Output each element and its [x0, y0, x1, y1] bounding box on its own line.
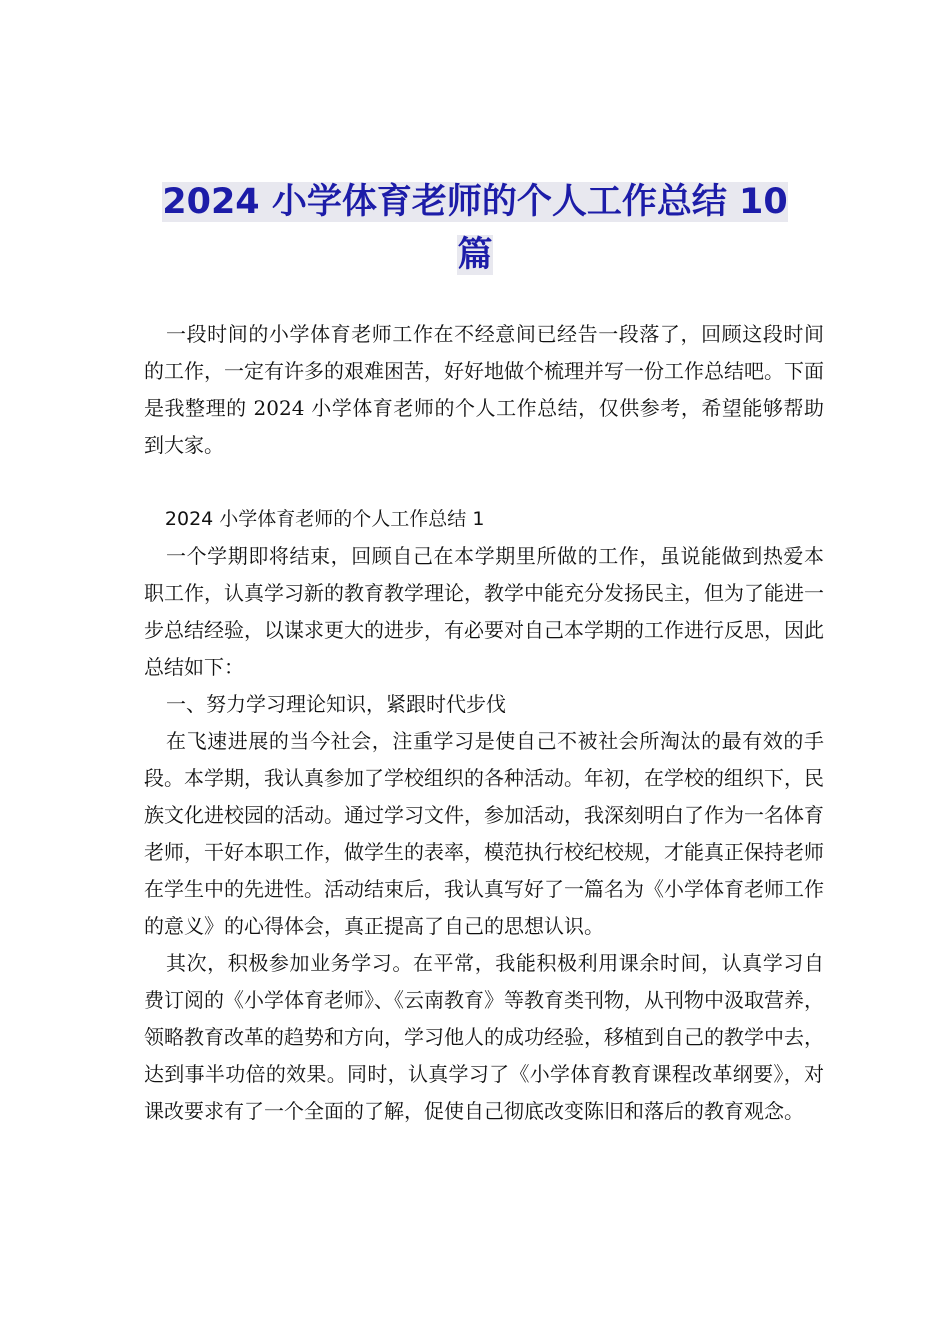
document-body — [144, 316, 824, 1130]
paragraph-3: 其次，积极参加业务学习。在平常，我能积极利用课余时间，认真学习自费订阅的《小学体育老师》、《云南教育》等教育类刊物，从刊物中汲取营养，领略教育改革的趋势和方向，学习他人的成功经验，移植到自己的教学中去，达到事半功倍的效果。同时，认真学习了《小学体育教育课程改革纲要》，对课改要求有了一个全面的了解，促使自己彻底改变陈旧和落后的教育观念。 — [144, 951, 824, 1123]
section-title: 2024 小学体育老师的个人工作总结 1 — [164, 508, 485, 530]
paragraph-spacer — [144, 464, 824, 501]
document-title — [120, 176, 830, 282]
intro-paragraph: 一段时间的小学体育老师工作在不经意间已经告一段落了，回顾这段时间的工作，一定有许多的艰难困苦，好好地做个梳理并写一份工作总结吧。下面是我整理的 2024 小学体育老师的个人工作总结，仅供参考，希望能够帮助到大家。 — [144, 322, 824, 457]
subheading-1: 一、努力学习理论知识，紧跟时代步伐 — [166, 692, 506, 716]
paragraph-2: 在飞速进展的当今社会，注重学习是使自己不被社会所淘汰的最有效的手段。本学期，我认真参加了学校组织的各种活动。年初，在学校的组织下，民族文化进校园的活动。通过学习文件，参加活动，我深刻明白了作为一名体育老师，干好本职工作，做学生的表率，模范执行校纪校规，才能真正保持老师在学生中的先进性。活动结束后，我认真写好了一篇名为《小学体育老师工作的意义》的心得体会，真正提高了自己的思想认识。 — [144, 729, 824, 938]
title-line-2: 篇 — [457, 235, 493, 275]
paragraph-1: 一个学期即将结束，回顾自己在本学期里所做的工作，虽说能做到热爱本职工作，认真学习新的教育教学理论，教学中能充分发扬民主，但为了能进一步总结经验，以谋求更大的进步，有必要对自己本学期的工作进行反思，因此总结如下： — [144, 544, 824, 679]
title-line-1: 2024 小学体育老师的个人工作总结 10 — [162, 182, 788, 222]
